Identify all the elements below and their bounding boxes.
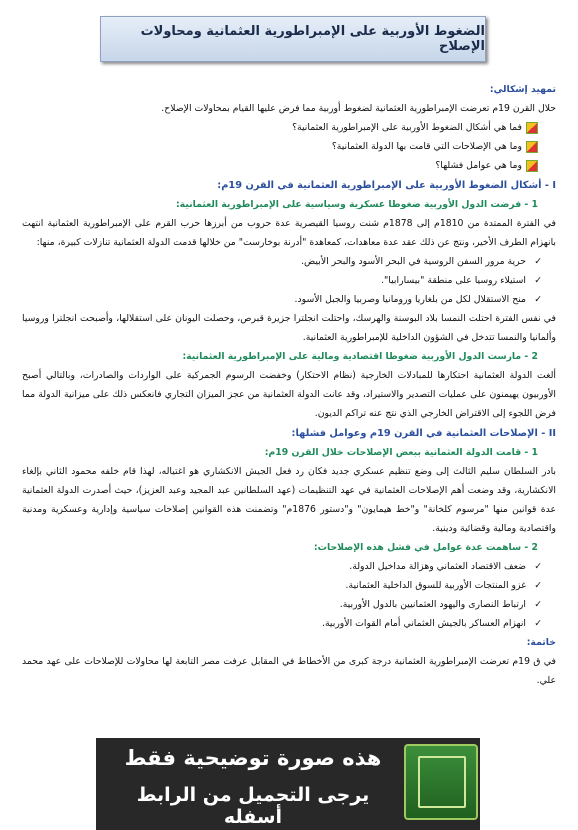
book-logo-icon (404, 744, 478, 820)
list-item: ✓ غزو المنتجات الأوربية للسوق الداخلية العثمانية. (22, 576, 556, 595)
section-1-1-title: 1 - فرضت الدول الأوربية ضغوطا عسكرية وسياسية على الإمبراطورية العثمانية: (175, 199, 538, 210)
question-item: وما هي عوامل فشلها؟ (22, 156, 556, 175)
check-icon: ✓ (534, 294, 542, 305)
conclusion-text: في ق 19م تعرضت الإمبراطورية العثمانية درجة كبرى من الأخطاط في المقابل عرفت مصر التابعة لها محاولات للإصلاحات على عهد محمد علي. (22, 656, 556, 686)
list-item: ✓ ضعف الاقتصاد العثماني وهزالة مداخيل الدولة. (22, 557, 556, 576)
section-2-title: II - الإصلاحات العثمانية في القرن 19م وعوامل فشلها: (291, 428, 556, 439)
section-1-2-title: 2 - مارست الدول الأوربية ضغوطا اقتصادية ومالية على الإمبراطورية العثمانية: (182, 351, 538, 362)
section-1-2-paragraph: ألغت الدولة العثمانية احتكارها للمبادلات الخارجية (نظام الاحتكار) وخفضت الرسوم الجمركية على الواردات والصادرات، وبالتالي أصبح الأوربيون يهيمنون على عمليات التصدير والاستيراد، وقد عانت الدولة العثمانية من عجز الميزان التجاري فانعكس ذلك على ميزانية الدولة مما فرض اللجوء إلى الاقتراض الخارجي الذي نتج عنه تراكم الديون. (22, 370, 556, 419)
overlay-line-1: هذه صورة توضيحية فقط (124, 746, 382, 770)
pencil-icon (526, 141, 538, 153)
check-icon: ✓ (534, 618, 542, 629)
pencil-icon (526, 160, 538, 172)
check-icon: ✓ (534, 599, 542, 610)
section-2-2-title: 2 - ساهمت عدة عوامل في فشل هذه الإصلاحات: (313, 542, 538, 553)
section-1-1-paragraph: في الفترة الممتدة من 1810م إلى 1878م شنت روسيا القيصرية عدة حروب من أبرزها حرب القرم على الإمبراطورية العثمانية انتهت بانهزام الطرف الأخير، ونتج عن ذلك عقد عدة معاهدات، كمعاهدة "أدرنة بوخارست" من خلالها قدمت الدولة العثمانية تنازلات كبيرة، منها: (22, 218, 556, 248)
pencil-icon (526, 122, 538, 134)
section-1-title: I - أشكال الضغوط الأوربية على الإمبراطورية العثمانية في القرن 19م: (217, 180, 556, 191)
page-title: الضغوط الأوربية على الإمبراطورية العثمانية ومحاولات الإصلاح (140, 24, 485, 54)
check-icon: ✓ (534, 256, 542, 267)
intro-text: حلال القرن 19م تعرضت الإمبراطورية العثمانية لضغوط أوربية مما فرض عليها القيام بمحاولات الإصلاح. (161, 103, 556, 114)
section-2-1-paragraph: بادر السلطان سليم الثالث إلى وضع تنظيم عسكري جديد فكان رد فعل الجيش الانكشاري هو اغتياله، لهذا قام خلفه محمود الثاني بإلغاء الانكشارية، وقد وضعت أهم الإصلاحات العثمانية في عهد التنظيمات (عهد السلطانين عبد المجيد وعبد العزيز)، حيث أصدرت الدولة العثمانية عدة قوانين منها "مرسوم كلخانة" و"خط هيمايون" و"دستور 1876م" وتضمنت هذه القوانين إصلاحات سياسية وإدارية وعسكرية ومدنية واقتصادية ومالية وقضائية ودينية. (22, 466, 556, 534)
question-item: فما هي أشكال الضغوط الأوربية على الإمبراطورية العثمانية؟ (22, 118, 556, 137)
list-item: ✓ حرية مرور السفن الروسية في البحر الأسود والبحر الأبيض. (22, 252, 556, 271)
title-box (100, 16, 486, 62)
section-1-1-paragraph-2: في نفس الفترة احتلت النمسا بلاد البوسنة والهرسك، واحتلت انجلترا جزيرة قبرص، وحصلت اليونان على استقلالها، وأصبحت انجلترا وروسيا وألمانيا والنمسا تتدخل في الشؤون الداخلية للإمبراطورية العثمانية. (22, 313, 556, 343)
content (22, 80, 556, 690)
check-icon: ✓ (534, 580, 542, 591)
question-item: وما هي الإصلاحات التي قامت بها الدولة العثمانية؟ (22, 137, 556, 156)
list-item: ✓ منح الاستقلال لكل من بلغاريا ورومانيا وصربيا والجبل الأسود. (22, 290, 556, 309)
conclusion-heading: خاتمة: (526, 637, 556, 648)
list-item: ✓ انهزام العساكر بالجيش العثماني أمام القوات الأوربية. (22, 614, 556, 633)
list-item: ✓ استيلاء روسيا على منطقة "بيسارابيا". (22, 271, 556, 290)
list-item: ✓ ارتباط النصارى واليهود العثمانيين بالدول الأوربية. (22, 595, 556, 614)
check-icon: ✓ (534, 275, 542, 286)
intro-heading: تمهيد إشكالي: (489, 84, 556, 95)
section-2-1-title: 1 - قامت الدولة العثمانية ببعض الإصلاحات خلال القرن 19م: (264, 447, 538, 458)
check-icon: ✓ (534, 561, 542, 572)
overlay-line-2: يرجى التحميل من الرابط أسفله (136, 784, 370, 828)
